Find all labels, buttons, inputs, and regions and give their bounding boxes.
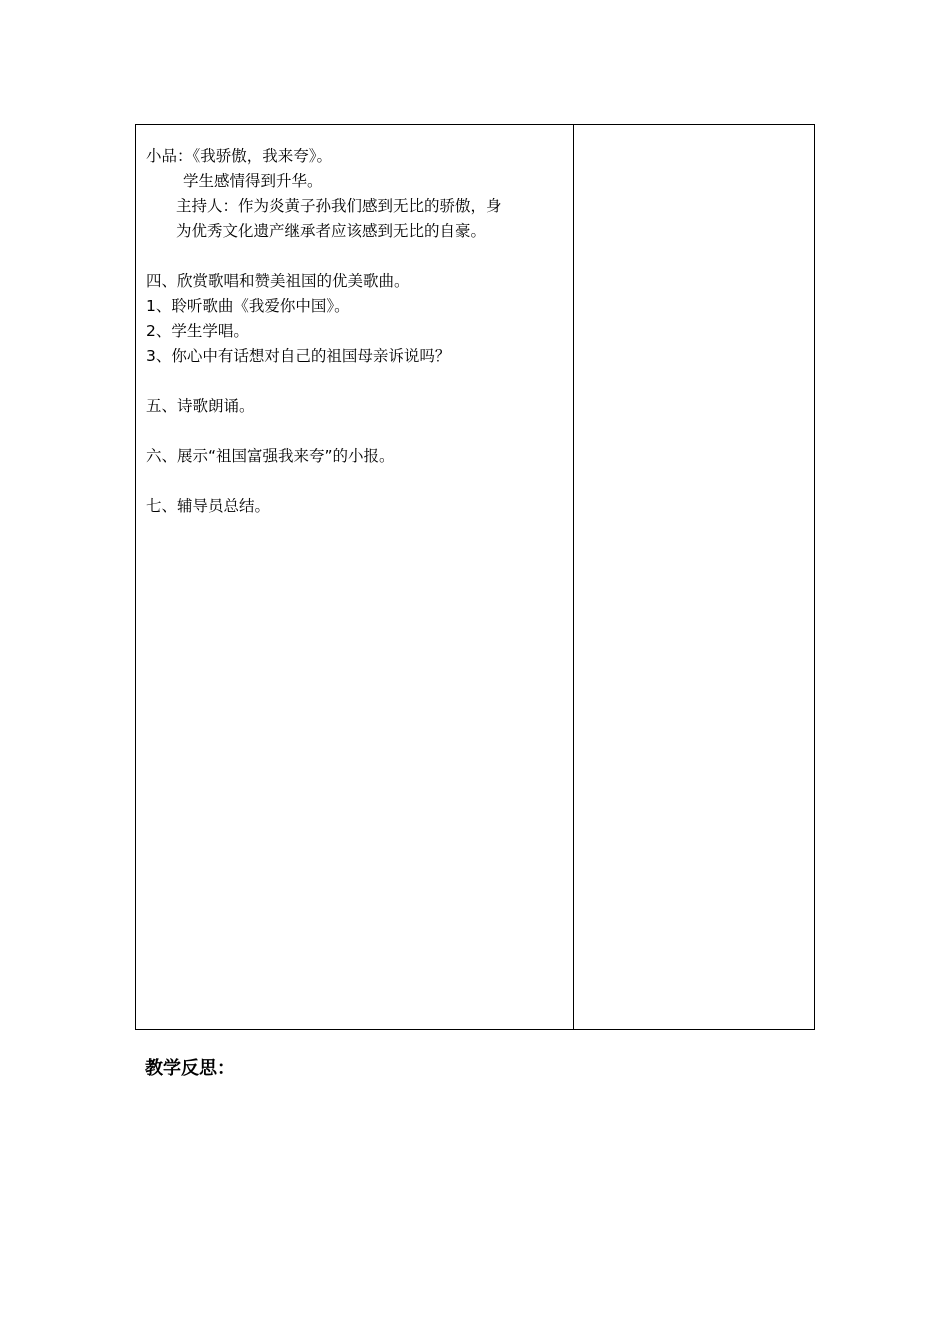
reflection-heading: 教学反思： xyxy=(145,1058,235,1079)
emotion-line: 学生感情得到升华。 xyxy=(183,172,323,190)
spacer xyxy=(146,469,566,494)
activity-cell xyxy=(146,144,566,519)
section-seven-heading: 七、辅导员总结。 xyxy=(146,497,271,515)
spacer xyxy=(146,244,566,269)
skit-line: 小品：《我骄傲，我来夸》。 xyxy=(146,147,333,165)
host-line-1: 主持人：作为炎黄子孙我们感到无比的骄傲，身 xyxy=(176,197,502,215)
host-line-2: 为优秀文化遗产继承者应该感到无比的自豪。 xyxy=(176,222,487,240)
spacer xyxy=(146,369,566,394)
spacer xyxy=(146,419,566,444)
list-item-2: 2、学生学唱。 xyxy=(146,322,249,340)
section-five-heading: 五、诗歌朗诵。 xyxy=(146,397,255,415)
notes-cell xyxy=(574,125,814,1029)
list-item-1: 1、聆听歌曲《我爱你中国》。 xyxy=(146,297,350,315)
lesson-table xyxy=(135,124,815,1030)
section-six-heading: 六、展示“祖国富强我来夸”的小报。 xyxy=(146,447,395,465)
section-four-heading: 四、欣赏歌唱和赞美祖国的优美歌曲。 xyxy=(146,272,410,290)
list-item-3: 3、你心中有话想对自己的祖国母亲诉说吗？ xyxy=(146,347,451,365)
